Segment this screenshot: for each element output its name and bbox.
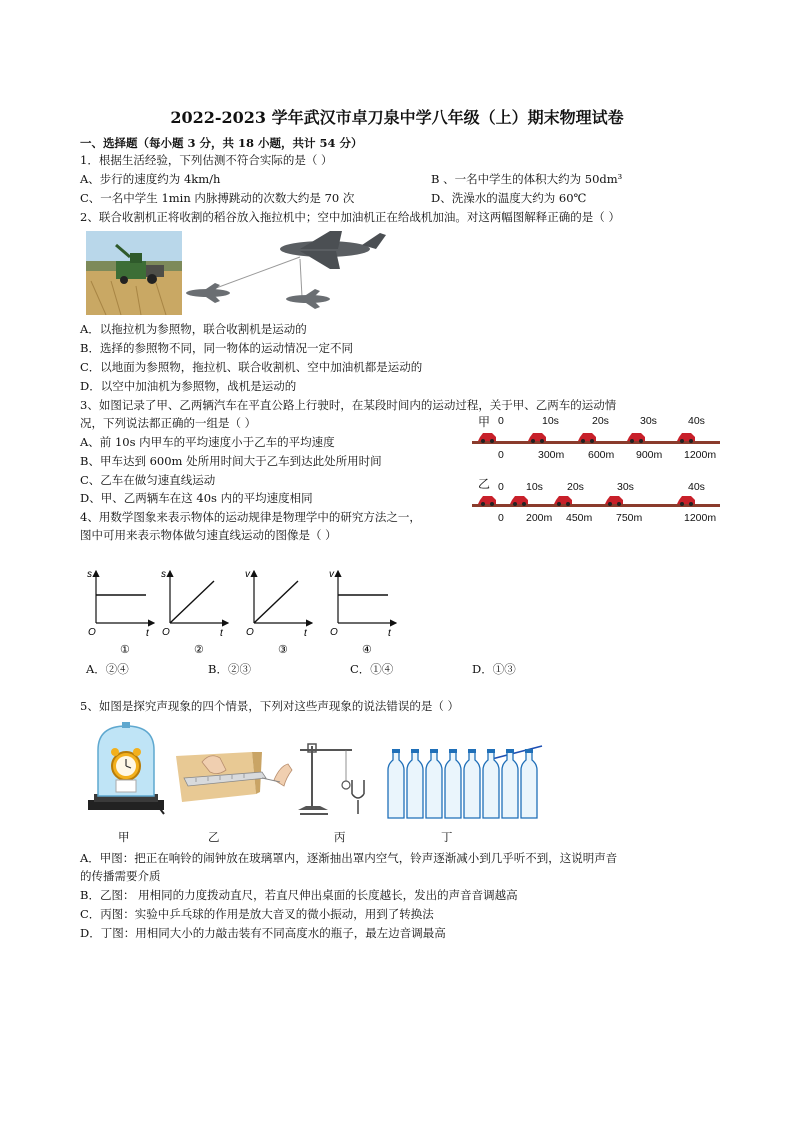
jia-dist-900: 900m — [636, 449, 663, 461]
yi-time-0: 0 — [498, 481, 504, 493]
section-heading: 一、选择题（每小题 3 分，共 18 小题，共计 54 分） — [80, 136, 363, 150]
q3-option-c: C、乙车在做匀速直线运动 — [80, 473, 216, 487]
graph-3-origin: O — [246, 627, 254, 638]
yi-time-30: 30s — [617, 481, 634, 493]
sound-experiment-figures — [84, 722, 546, 828]
graph-2-x-label: t — [220, 628, 223, 639]
harvester-photo — [86, 231, 182, 315]
graph-3 — [245, 569, 312, 656]
q4-option-c: C．①④ — [350, 662, 394, 676]
car-motion-figure — [472, 410, 720, 530]
graph-3-y-label: v — [245, 569, 250, 580]
graph-1-origin: O — [88, 627, 96, 638]
q3-option-a: A、前 10s 内甲车的平均速度小于乙车的平均速度 — [80, 435, 335, 449]
q3-option-b: B、甲车达到 600m 处所用时间大于乙车到达此处所用时间 — [80, 454, 382, 468]
q2-option-d: D．以空中加油机为参照物，战机是运动的 — [80, 379, 297, 393]
bottle-8 — [521, 749, 537, 818]
q1-option-a: A、步行的速度约为 4km/h — [80, 172, 221, 186]
q4-stem-line2: 图中可用来表示物体做匀速直线运动的图像是（ ） — [80, 528, 337, 542]
yi-dist-1200: 1200m — [684, 512, 717, 524]
graph-1-number: ① — [120, 644, 130, 656]
yi-dist-750: 750m — [616, 512, 643, 524]
jia-time-30: 30s — [640, 415, 657, 427]
bottle-4 — [445, 749, 461, 818]
q2-option-b: B．选择的参照物不同，同一物体的运动情况一定不同 — [80, 341, 353, 355]
q3-option-d: D、甲、乙两辆车在这 40s 内的平均速度相同 — [80, 491, 313, 505]
q3-stem-line1: 3、如图记录了甲、乙两辆汽车在平直公路上行驶时，在某段时间内的运动过程，关于甲、乙两车的运动情 — [80, 398, 617, 412]
bottle-1 — [388, 749, 404, 818]
yi-dist-450: 450m — [566, 512, 593, 524]
graph-4-origin: O — [330, 627, 338, 638]
bottle-7 — [502, 749, 518, 818]
graph-2-origin: O — [162, 627, 170, 638]
fig-label-ding: 丁 — [441, 830, 453, 844]
jia-dist-300: 300m — [538, 449, 565, 461]
graph-2-number: ② — [194, 644, 204, 656]
q5-option-a-line2: 的传播需要介质 — [80, 869, 161, 883]
tuning-fork-figure — [298, 744, 364, 814]
q5-stem: 5、如图是探究声现象的四个情景，下列对这些声现象的说法错误的是（ ） — [80, 699, 459, 713]
yi-time-20: 20s — [567, 481, 584, 493]
yi-row-label: 乙 — [478, 477, 491, 491]
graph-2 — [161, 569, 228, 656]
bottle-group — [388, 749, 537, 818]
q1-option-d: D、洗澡水的温度大约为 60℃ — [431, 191, 587, 205]
jia-dist-0: 0 — [498, 449, 504, 461]
yi-time-10: 10s — [526, 481, 543, 493]
q1-option-c: C、一名中学生 1min 内脉搏跳动的次数大约是 70 次 — [80, 191, 355, 205]
q2-stem: 2、联合收割机正将收割的稻谷放入拖拉机中；空中加油机正在给战机加油。对这两幅图解释正确的是（ ） — [80, 210, 620, 224]
q4-option-a: A．②④ — [86, 662, 129, 676]
jia-dist-1200: 1200m — [684, 449, 717, 461]
q5-option-b: B．乙图： 用相同的力度拨动直尺，若直尺伸出桌面的长度越长，发出的声音音调越高 — [80, 888, 518, 902]
q4-option-d: D．①③ — [472, 662, 516, 676]
bottle-2 — [407, 749, 423, 818]
graph-4-x-label: t — [388, 628, 391, 639]
jia-road — [472, 427, 720, 447]
fig-label-yi: 乙 — [208, 830, 220, 844]
q4-option-b: B．②③ — [208, 662, 251, 676]
jia-row-label: 甲 — [478, 415, 491, 429]
yi-road — [472, 490, 720, 510]
yi-dist-200: 200m — [526, 512, 553, 524]
refueling-illustration — [180, 229, 394, 311]
q5-option-c: C．丙图：实验中乒乓球的作用是放大音叉的微小振动，用到了转换法 — [80, 907, 434, 921]
yi-dist-0: 0 — [498, 512, 504, 524]
graph-3-x-label: t — [304, 628, 307, 639]
graph-4 — [329, 569, 396, 656]
bell-jar-figure — [88, 722, 164, 814]
ruler-figure — [176, 752, 292, 802]
q5-option-a-line1: A．甲图：把正在响铃的闹钟放在玻璃罩内，逐渐抽出罩内空气，铃声逐渐减小到几乎听不到，这说明声音 — [80, 851, 618, 865]
fig-label-bing: 丙 — [334, 830, 346, 844]
graph-4-y-label: v — [329, 569, 334, 580]
graph-3-number: ③ — [278, 644, 288, 656]
bottle-3 — [426, 749, 442, 818]
bottle-5 — [464, 749, 480, 818]
fig-label-jia: 甲 — [118, 830, 130, 844]
jia-dist-600: 600m — [588, 449, 615, 461]
q1-option-b: B 、一名中学生的体积大约为 50dm³ — [431, 172, 623, 186]
graph-1 — [87, 569, 154, 656]
page-title: 2022-2023 学年武汉市卓刀泉中学八年级（上）期末物理试卷 — [170, 108, 624, 127]
graph-1-y-label: s — [87, 569, 92, 580]
q2-option-a: A．以拖拉机为参照物，联合收割机是运动的 — [80, 322, 307, 336]
graph-4-number: ④ — [362, 644, 372, 656]
water-bottles-figure — [488, 746, 542, 760]
q1-stem: 1．根据生活经验，下列估测不符合实际的是（ ） — [80, 153, 333, 167]
q4-stem-line1: 4、用数学图象来表示物体的运动规律是物理学中的研究方法之一， — [80, 510, 421, 524]
yi-time-40: 40s — [688, 481, 705, 493]
graph-1-x-label: t — [146, 628, 149, 639]
q3-stem-line2: 况，下列说法都正确的一组是（ ） — [80, 416, 257, 430]
jia-time-20: 20s — [592, 415, 609, 427]
jia-time-10: 10s — [542, 415, 559, 427]
bottle-6 — [483, 749, 499, 818]
jia-time-0: 0 — [498, 415, 504, 427]
q2-option-c: C．以地面为参照物，拖拉机、联合收割机、空中加油机都是运动的 — [80, 360, 423, 374]
graph-2-y-label: s — [161, 569, 166, 580]
motion-graphs — [82, 563, 412, 663]
q5-option-d: D．丁图：用相同大小的力敲击装有不同高度水的瓶子，最左边音调最高 — [80, 926, 446, 940]
jia-time-40: 40s — [688, 415, 705, 427]
